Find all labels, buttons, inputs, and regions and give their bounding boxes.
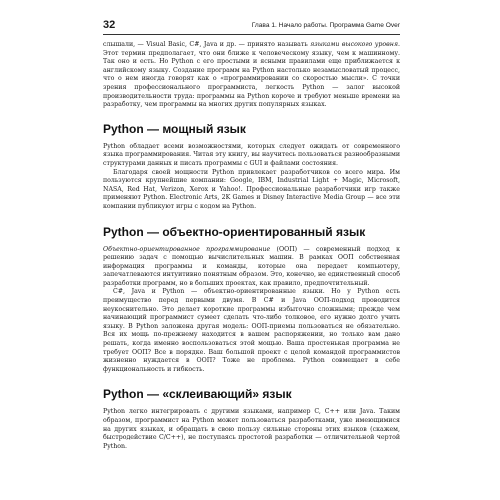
- intro-text-end: . Этот термин предполагает, что они ближе к человеческому языку, чем к машинному. Так оно и есть. Но Python с его простыми и ясными правилами еще приближается к английскому языку. Создание программ на Python настолько незамысловатый процесс, что о нем иногда говорят как о «программировании со скоростью мысли». С точки зрения профессионального программиста, легкость Python — залог высокой производительности труда: программы на Python короче и требуют меньше времени на разработку, чем программы на многих других популярных языках.: [103, 41, 400, 109]
- section-heading-oop: Python — объектно-ориентированный язык: [103, 224, 366, 239]
- section-oop-paragraph-1: [103, 246, 400, 289]
- section-heading-powerful: Python — мощный язык: [103, 121, 246, 136]
- chapter-title: Глава 1. Начало работы. Программа Game Over: [251, 22, 400, 29]
- oop-term-emphasis: Объектно-ориентированное программирование: [103, 245, 271, 253]
- oop-paragraph-1-text: (ООП) — современный подход к решению задач с помощью вычислительных машин. В рамках ООП собственная информация программы и команды, которые она передает компьютеру, запечатлеваются интуитивно понятным образом. Это, конечно, не единственный способ разработки программ, но в больших проектах, как правило, предпочтительный.: [103, 245, 400, 287]
- section-powerful-paragraph-2: Благодаря своей мощности Python привлекает разработчиков со всего мира. Им пользуются крупнейшие компании: Google, IBM, Industrial Light + Magic, Microsoft, NASA, Red Hat, Verizon, Xerox и Yahoo!. Профессиональные разработчики игр также применяют Python. Electronic Arts, 2K Games и Disney Interactive Media Group — все эти компании публикуют игры с кодом на Python.: [103, 168, 400, 210]
- intro-paragraph: [103, 41, 400, 110]
- intro-term-emphasis: языками высокого уровня: [310, 41, 398, 48]
- section-oop-paragraph-2: C#, Java и Python — объектно-ориентированные языки. Но у Python есть преимущество перед первыми двумя. В C# и Java ООП-подход проводится неукоснительно. Это делает короткие программы избыточно сложными; прежде чем начинающий программист сумеет сделать что-либо толковое, его нужно долго учить языку. В Python заложена другая модель: ООП-приемы пользоваться не обязательно. Вся их мощь по-прежнему находится в вашем распоряжении, но только вам дано решать, когда именно воспользоваться этой мощью. Ваша простенькая программа не требует ООП? Все в порядке. Ваш большой проект с целой командой программистов жизненно нуждается в ООП? Тоже не проблема. Python совмещает в себе функциональность и гибкость.: [103, 288, 400, 373]
- page-content: [103, 41, 400, 451]
- intro-text-start: слышали, — Visual Basic, C#, Java и др. — принято называть: [103, 41, 311, 48]
- page-number: 32: [103, 19, 116, 31]
- running-header: [103, 18, 400, 35]
- section-glue-paragraph-1: Python легко интегрировать с другими языками, например C, C++ или Java. Таким образом, программист на Python может пользоваться разработками, уже имеющимися на других языках, и обращать в свою пользу сильные стороны этих языков (скажем, быстродействие C/C++), не поступаясь простотой разработки — отличительной чертой Python.: [103, 408, 400, 450]
- section-heading-glue: Python — «склеивающий» язык: [103, 387, 292, 402]
- section-powerful-paragraph-1: Python обладает всеми возможностями, которых следует ожидать от современного языка программирования. Читая эту книгу, вы научитесь пользоваться разнообразными структурами данных и писать программы с GUI и файлами состояния.: [103, 142, 400, 167]
